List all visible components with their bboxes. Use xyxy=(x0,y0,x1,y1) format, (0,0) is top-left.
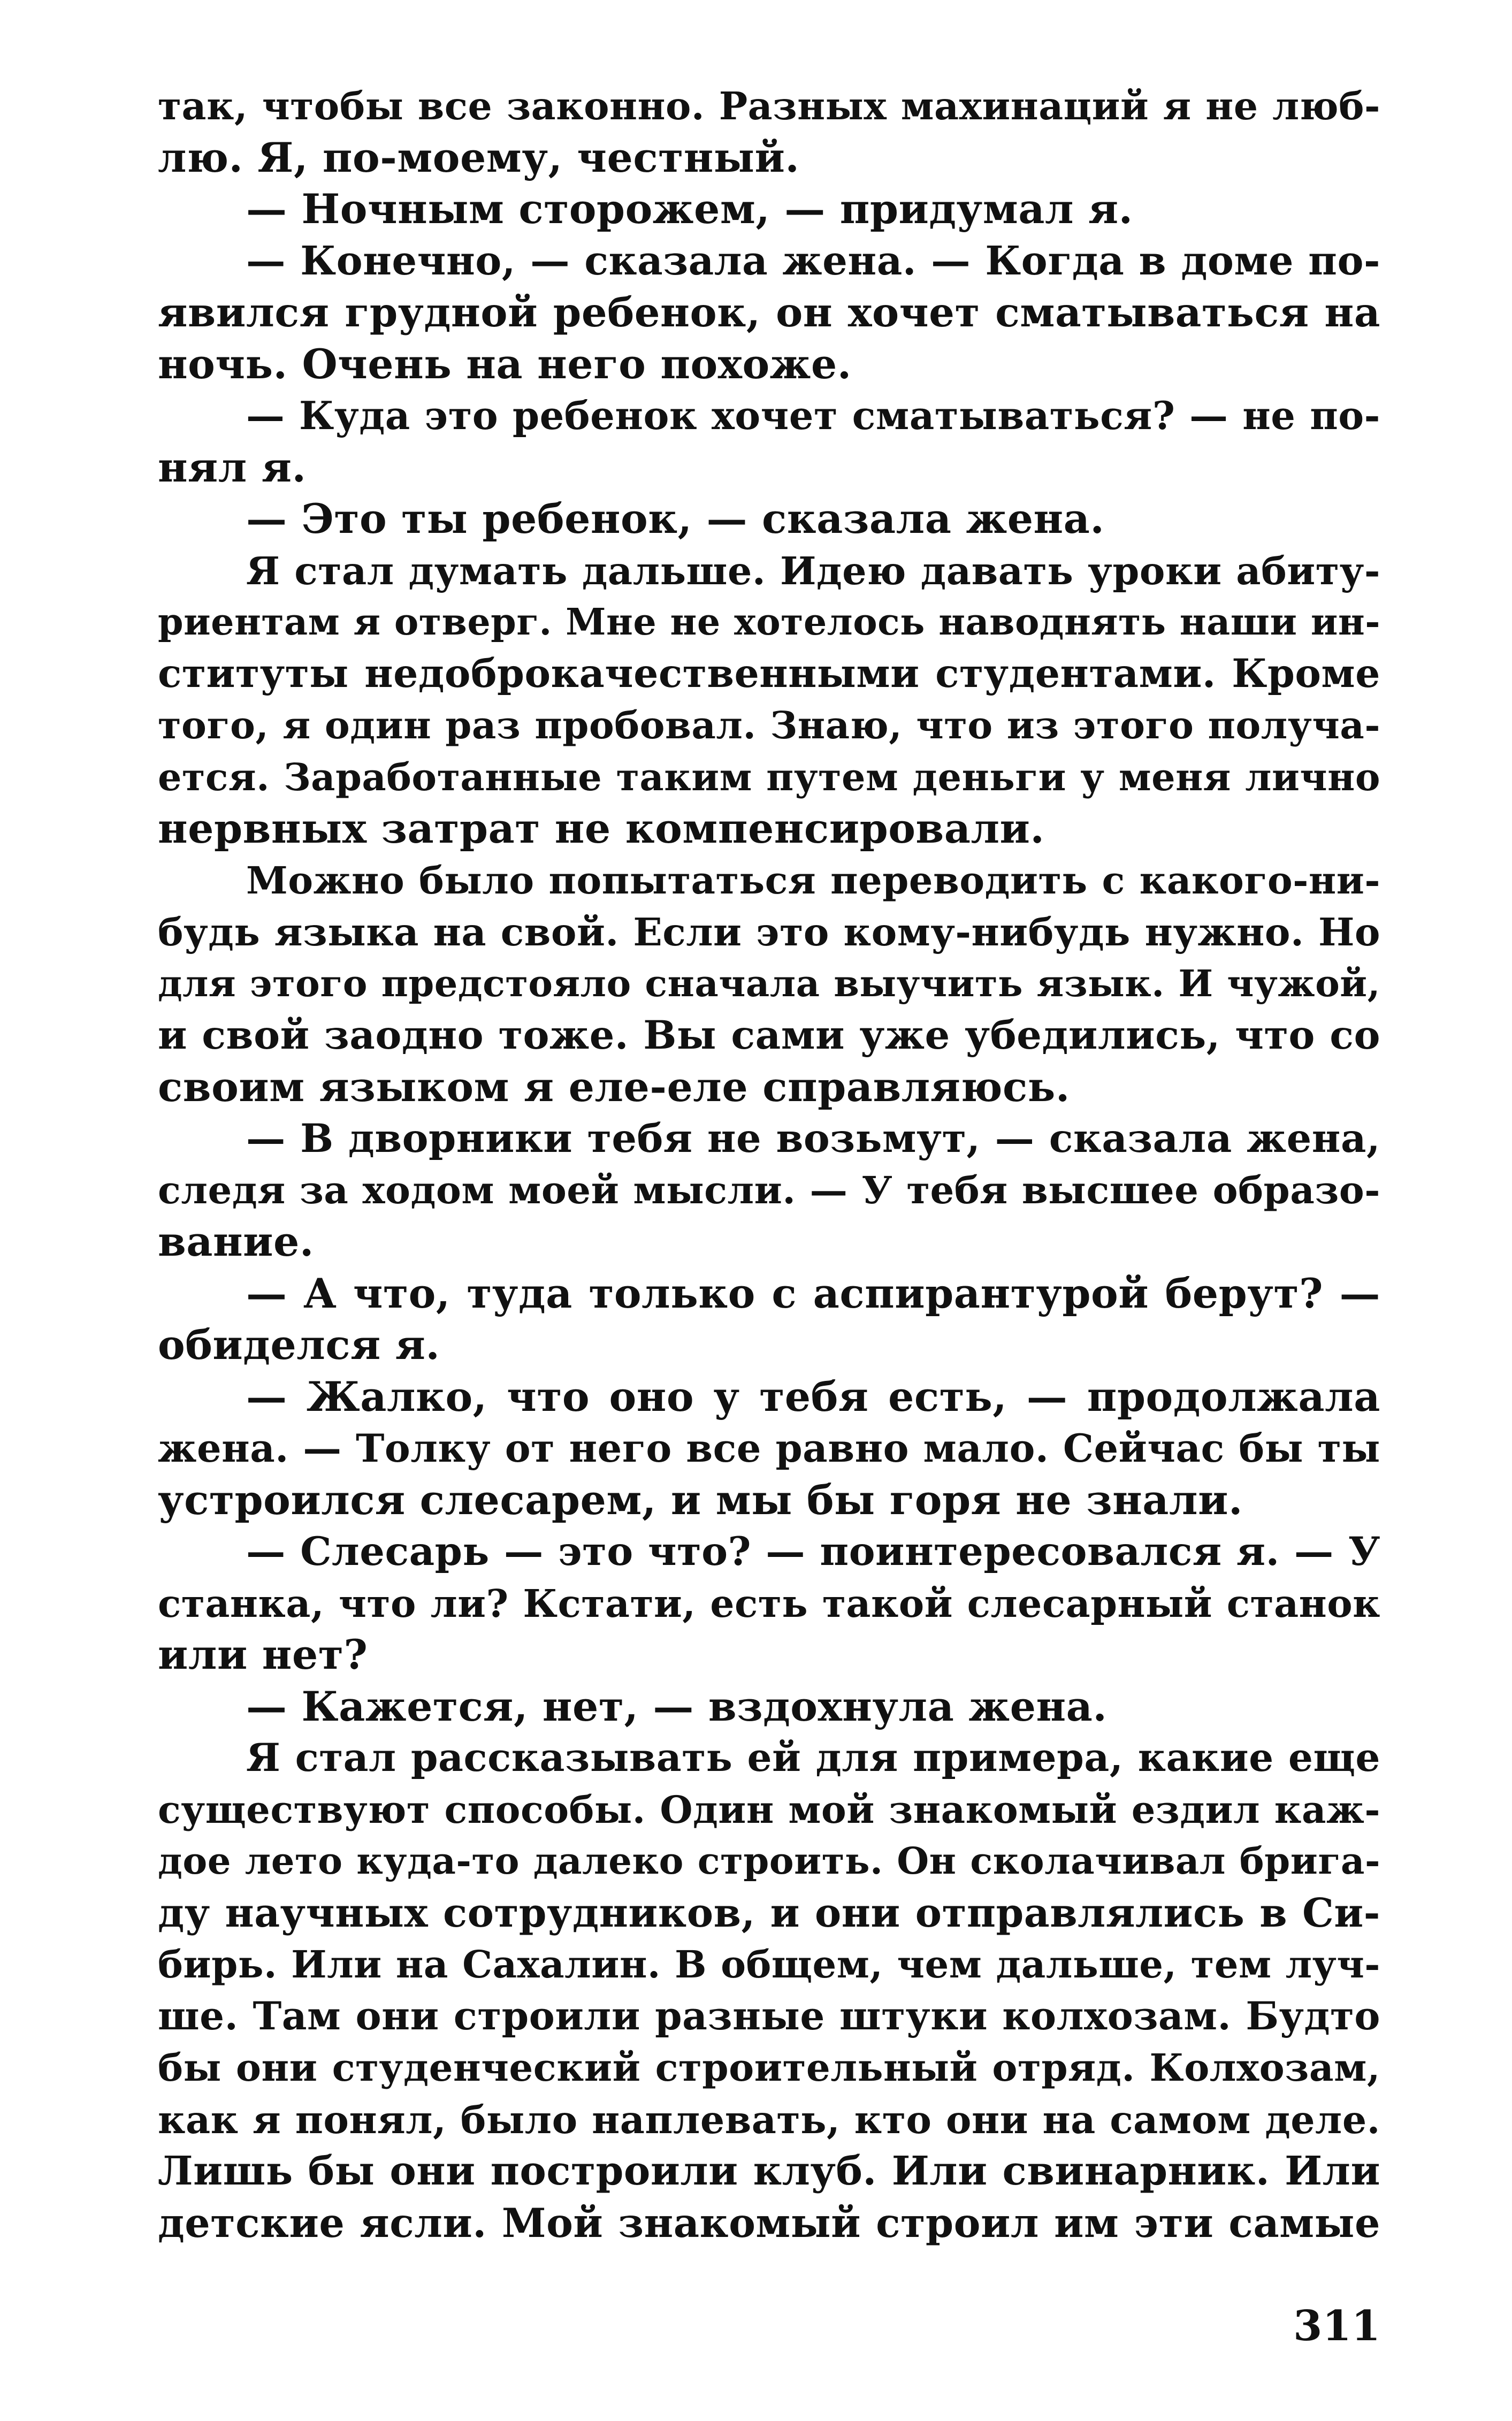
text-line: Лишь бы они построили клуб. Или свинарник. Или xyxy=(158,2148,1380,2194)
text-line: ется. Заработанные таким путем деньги у меня лично xyxy=(158,755,1380,799)
text-line: Я стал рассказывать ей для примера, какие еще xyxy=(246,1735,1380,1781)
text-line: жена. — Толку от него все равно мало. Сейчас бы ты xyxy=(158,1426,1380,1471)
text-line: — Конечно, — сказала жена. — Когда в доме по- xyxy=(246,238,1380,284)
text-line: явился грудной ребенок, он хочет сматываться на xyxy=(158,288,1380,336)
text-line: как я понял, было наплевать, кто они на самом деле. xyxy=(158,2097,1380,2142)
text-line: для этого предстояло сначала выучить язык. И чужой, xyxy=(158,962,1380,1005)
text-line: и свой заодно тоже. Вы сами уже убедились, что со xyxy=(158,1012,1380,1058)
text-line: или нет? xyxy=(158,1631,368,1678)
text-line: Можно было попытаться переводить с какого-ни- xyxy=(246,858,1380,903)
text-block xyxy=(158,80,1380,2249)
text-line: того, я один раз пробовал. Знаю, что из этого получа- xyxy=(158,703,1380,747)
text-line: Я стал думать дальше. Идею давать уроки абиту- xyxy=(246,548,1380,593)
text-line: детские ясли. Мой знакомый строил им эти самые xyxy=(158,2199,1380,2247)
text-line: — Куда это ребенок хочет сматываться? — не по- xyxy=(246,393,1380,438)
text-line: — Жалко, что оно у тебя есть, — продолжала xyxy=(246,1372,1380,1420)
page-body xyxy=(158,80,1380,2249)
text-line: ше. Там они строили разные штуки колхозам. Будто xyxy=(158,1993,1380,2039)
text-line: — Это ты ребенок, — сказала жена. xyxy=(246,495,1105,543)
text-line: бы они студенческий строительный отряд. Колхозам, xyxy=(158,2045,1380,2090)
text-line: — А что, туда только с аспирантурой берут? — xyxy=(246,1269,1380,1317)
text-line: — Ночным сторожем, — придумал я. xyxy=(246,185,1133,233)
text-line: ду научных сотрудников, и они отправлялись в Си- xyxy=(158,1890,1380,1936)
text-line: лю. Я, по-моему, честный. xyxy=(158,133,800,181)
text-line: — Слесарь — это что? — поинтересовался я. — У xyxy=(246,1529,1380,1575)
text-line: нервных затрат не компенсировали. xyxy=(158,805,1045,852)
text-line: вание. xyxy=(158,1218,314,1265)
text-line: будь языка на свой. Если это кому-нибудь нужно. Но xyxy=(158,910,1380,954)
text-line: риентам я отверг. Мне не хотелось наводнять наши ин- xyxy=(158,601,1380,644)
text-line: — В дворники тебя не возьмут, — сказала жена, xyxy=(246,1116,1380,1162)
text-line: своим языком я еле-еле справляюсь. xyxy=(158,1063,1070,1111)
text-line: ночь. Очень на него похоже. xyxy=(158,340,852,388)
text-line: ституты недоброкачественными студентами. Кроме xyxy=(158,651,1380,697)
text-line: нял я. xyxy=(158,443,307,491)
text-line: существуют способы. Один мой знакомый ездил каж- xyxy=(158,1787,1380,1832)
text-line: дое лето куда-то далеко строить. Он сколачивал брига- xyxy=(158,1839,1380,1883)
text-line: — Кажется, нет, — вздохнула жена. xyxy=(246,1682,1108,1730)
text-line: устроился слесарем, и мы бы горя не знали. xyxy=(158,1476,1243,1524)
text-line: так, чтобы все законно. Разных махинаций я не люб- xyxy=(158,83,1380,128)
text-line: следя за ходом моей мысли. — У тебя высшее образо- xyxy=(158,1167,1380,1212)
text-line: бирь. Или на Сахалин. В общем, чем дальше, тем луч- xyxy=(158,1942,1380,1987)
text-line: станка, что ли? Кстати, есть такой слесарный станок xyxy=(158,1580,1380,1626)
text-line: обиделся я. xyxy=(158,1321,440,1369)
page-number: 311 xyxy=(1293,2302,1380,2350)
